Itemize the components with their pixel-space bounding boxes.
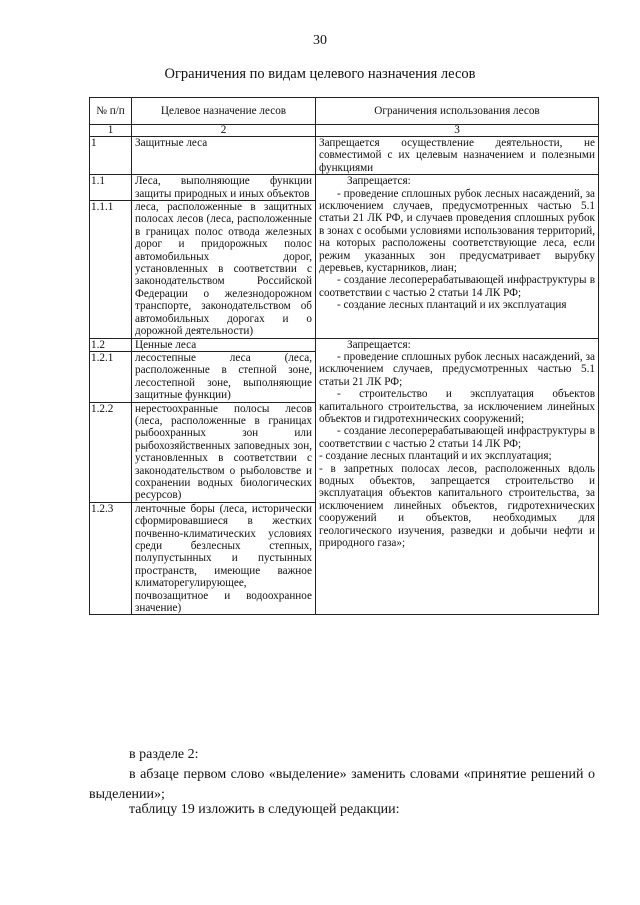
restriction-item: - строительство и эксплуатация объектов капитального строительства, за исключением линейных объектов и гидротехнических сооружений; (319, 388, 595, 425)
restrictions-group-1 (316, 175, 599, 338)
row-num: 1.2.3 (90, 502, 132, 615)
row-num: 1.2.2 (90, 402, 132, 502)
row-purpose: лесостепные леса (леса, расположенные в степной зоне, лесостепной зоне, выполняющие защитные функции) (132, 351, 316, 402)
restriction-item: - проведение сплошных рубок лесных насаждений, за исключением случаев, предусмотренных частью 5.1 статьи 21 ЛК РФ, и случаев проведения сплошных рубок в зонах с особыми условиями использования территорий, на которых расположены соответствующие леса, если режим указанных зон предусматривает вырубку деревьев, кустарников, лиан; (319, 187, 595, 275)
row-num: 1.1 (90, 175, 132, 201)
column-number: 3 (316, 125, 599, 137)
row-restriction: Запрещается осуществление деятельности, не совместимой с их целевым назначением и полезными функциями (316, 137, 599, 175)
restriction-item: - создание лесных плантаций и их эксплуатация (337, 299, 567, 312)
column-number: 2 (132, 125, 316, 137)
row-num: 1.2.1 (90, 351, 132, 402)
restriction-item: Запрещается: (347, 338, 411, 351)
row-purpose: Леса, выполняющие функции защиты природных и иных объектов (132, 175, 316, 201)
restrictions-group-2 (316, 338, 599, 615)
table-title: Ограничения по видам целевого назначения лесов (164, 66, 476, 82)
row-purpose: Ценные леса (132, 338, 316, 351)
header-purpose: Целевое назначение лесов (132, 98, 316, 125)
restriction-item: - создание лесоперерабатывающей инфраструктуры в соответствии с частью 2 статьи 14 ЛК РФ; (319, 274, 595, 299)
page-number: 30 (313, 33, 327, 48)
body-paragraph: таблицу 19 изложить в следующей редакции: (129, 802, 400, 817)
header-restrictions: Ограничения использования лесов (316, 98, 599, 125)
header-num: № п/п (90, 98, 132, 125)
column-number-row (90, 125, 599, 137)
row-num: 1 (90, 137, 132, 175)
column-number: 1 (90, 125, 132, 137)
row-purpose: нерестоохранные полосы лесов (леса, расположенные в границах рыбоохранных зон или рыбохозяйственных заповедных зон, установленных в соответствии с законодательством о рыболовстве и сохранении водных биологических ресурсов) (132, 402, 316, 502)
body-paragraph: в абзаце первом слово «выделение» заменить словами «принятие решений о выделении»; (89, 767, 595, 802)
table-row (90, 338, 599, 351)
restriction-item: Запрещается: (347, 175, 411, 188)
restriction-item: - в запретных полосах лесов, расположенных вдоль водных объектов, запрещается строительство и эксплуатация объектов капитального строительства, за исключением линейных объектов, гидротехнических сооружений и объектов, необходимых для геологического изучения, разведки и добычи нефти и природного газа»; (319, 462, 595, 549)
table-row (90, 175, 599, 201)
body-paragraph: в разделе 2: (129, 747, 199, 762)
restrictions-table (89, 97, 599, 615)
row-purpose: ленточные боры (леса, исторически сформировавшиеся в жестких почвенно-климатических условиях среди безлесных степных, полупустынных и пустынных пространств, имеющие важное климаторегулирующее, почвозащитное и водоохранное значение) (132, 502, 316, 615)
restriction-item: - создание лесных плантаций и их эксплуатация; (319, 450, 552, 463)
table-row (90, 137, 599, 175)
row-purpose: леса, расположенные в защитных полосах лесов (леса, расположенные в границах полос отвода железных дорог и придорожных полос автомобильных дорог, установленных в соответствии с законодательством Российской Федерации о железнодорожном транспорте, законодательством об автомобильных дорогах и о дорожной деятельности) (132, 201, 316, 338)
row-purpose: Защитные леса (132, 137, 316, 175)
table-header-row (90, 98, 599, 125)
restriction-item: - проведение сплошных рубок лесных насаждений, за исключением случаев, предусмотренных частью 5.1 статьи 21 ЛК РФ; (319, 350, 595, 388)
restriction-item: - создание лесоперерабатывающей инфраструктуры в соответствии с частью 2 статьи 14 ЛК РФ; (319, 425, 595, 450)
row-num: 1.1.1 (90, 201, 132, 338)
row-num: 1.2 (90, 338, 132, 351)
